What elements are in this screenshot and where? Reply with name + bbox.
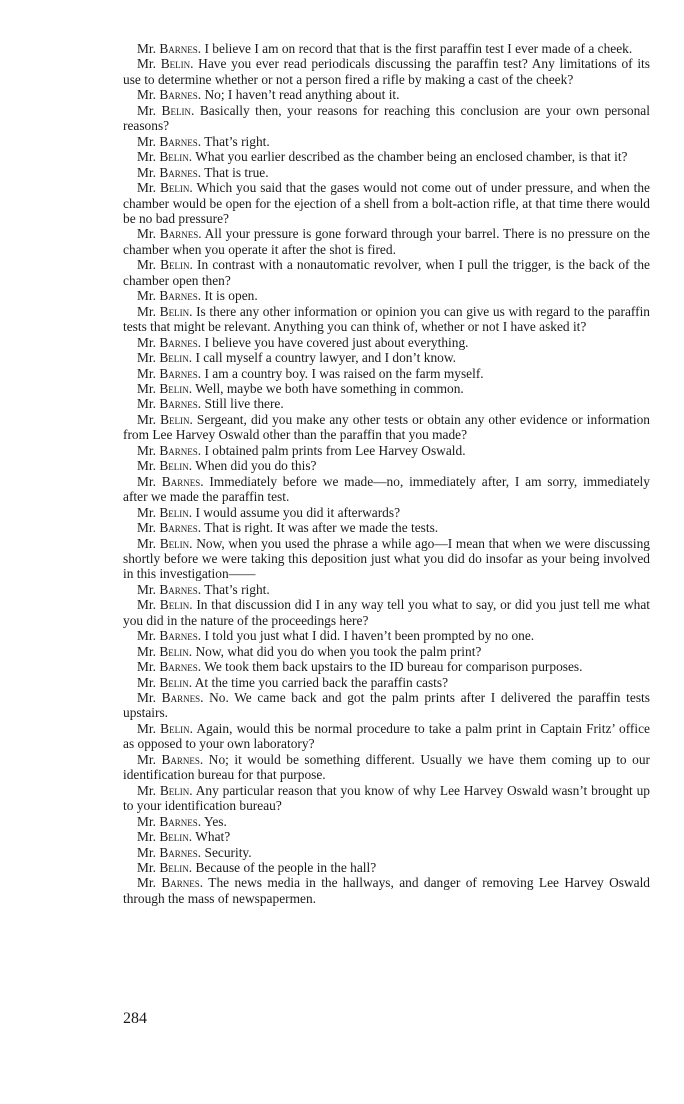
speaker-name: Barnes. — [159, 396, 202, 412]
speaker-name: Belin. — [159, 643, 193, 659]
testimony-text: Security. — [204, 844, 252, 860]
testimony-paragraph — [123, 56, 650, 87]
testimony-paragraph — [123, 597, 650, 628]
testimony-text: I told you just what I did. I haven’t been prompted by no one. — [204, 628, 535, 644]
speaker-name: Belin. — [160, 56, 194, 72]
speaker-name: Belin. — [159, 180, 193, 196]
testimony-paragraph — [123, 628, 650, 643]
testimony-text: Well, maybe we both have something in common. — [195, 380, 464, 396]
speaker-title: Mr. — [137, 133, 156, 149]
testimony-text: I would assume you did it afterwards? — [195, 504, 401, 520]
speaker-title: Mr. — [137, 380, 156, 396]
speaker-name: Barnes. — [161, 875, 204, 891]
speaker-title: Mr. — [137, 628, 156, 644]
speaker-title: Mr. — [137, 875, 156, 891]
testimony-paragraph — [123, 381, 650, 396]
speaker-name: Barnes. — [161, 473, 204, 489]
testimony-text: No; I haven’t read anything about it. — [204, 87, 400, 103]
speaker-name: Barnes. — [159, 844, 202, 860]
testimony-text: I believe I am on record that that is the first paraffin test I ever made of a cheek. — [204, 41, 633, 56]
speaker-title: Mr. — [137, 659, 156, 675]
testimony-text: Basically then, your reasons for reaching this conclusion are your own personal reasons? — [123, 102, 650, 134]
speaker-name: Belin. — [159, 860, 193, 876]
speaker-name: Belin. — [159, 782, 193, 798]
speaker-name: Belin. — [159, 350, 193, 366]
speaker-title: Mr. — [137, 535, 156, 551]
speaker-name: Belin. — [159, 535, 193, 551]
speaker-name: Barnes. — [159, 288, 202, 304]
testimony-text: What? — [195, 829, 231, 845]
speaker-title: Mr. — [137, 56, 156, 72]
speaker-name: Barnes. — [159, 164, 202, 180]
speaker-title: Mr. — [137, 396, 156, 412]
speaker-name: Barnes. — [159, 520, 202, 536]
testimony-text: All your pressure is gone forward through your barrel. There is no pressure on the chamber when you operate it after the shot is fired. — [123, 226, 650, 257]
testimony-paragraph — [123, 829, 650, 844]
speaker-title: Mr. — [137, 751, 156, 767]
speaker-title: Mr. — [137, 674, 156, 690]
speaker-title: Mr. — [137, 458, 156, 474]
testimony-text: Now, what did you do when you took the palm print? — [195, 643, 482, 659]
speaker-title: Mr. — [137, 520, 156, 536]
testimony-paragraph — [123, 721, 650, 752]
testimony-paragraph — [123, 103, 650, 134]
speaker-title: Mr. — [137, 365, 156, 381]
testimony-paragraph — [123, 412, 650, 443]
speaker-title: Mr. — [137, 581, 156, 597]
testimony-paragraph — [123, 582, 650, 597]
speaker-title: Mr. — [137, 41, 156, 56]
testimony-text: Sergeant, did you make any other tests or obtain any other evidence or information from Lee Harvey Oswald other than the paraffin that you made? — [123, 411, 650, 443]
speaker-name: Belin. — [159, 674, 193, 690]
testimony-text: Yes. — [204, 813, 227, 829]
speaker-name: Barnes. — [159, 334, 202, 350]
speaker-title: Mr. — [137, 226, 156, 242]
testimony-paragraph — [123, 783, 650, 814]
testimony-paragraph — [123, 675, 650, 690]
speaker-name: Barnes. — [159, 813, 202, 829]
testimony-paragraph — [123, 304, 650, 335]
speaker-name: Barnes. — [159, 133, 202, 149]
testimony-text: Because of the people in the hall? — [195, 860, 377, 876]
testimony-text: At the time you carried back the paraffin casts? — [194, 674, 449, 690]
speaker-name: Barnes. — [161, 751, 204, 767]
testimony-paragraph — [123, 860, 650, 875]
testimony-paragraph — [123, 149, 650, 164]
speaker-title: Mr. — [137, 473, 156, 489]
testimony-paragraph — [123, 134, 650, 149]
testimony-paragraph — [123, 536, 650, 582]
testimony-paragraph — [123, 474, 650, 505]
speaker-title: Mr. — [137, 782, 156, 798]
testimony-text: I believe you have covered just about everything. — [204, 334, 469, 350]
testimony-text: That’s right. — [204, 133, 270, 149]
testimony-text: I am a country boy. I was raised on the farm myself. — [204, 365, 484, 381]
testimony-text: Which you said that the gases would not come out of under pressure, and when the chamber would be open for the ejection of a shell from a bolt-action rifle, at that time there would be no bad pressure? — [123, 180, 650, 226]
testimony-paragraph — [123, 226, 650, 257]
testimony-paragraph — [123, 752, 650, 783]
testimony-text: No; it would be something different. Usually we have them coming up to our identification bureau for that purpose. — [123, 751, 650, 783]
speaker-title: Mr. — [137, 164, 156, 180]
testimony-paragraph — [123, 350, 650, 365]
speaker-title: Mr. — [137, 442, 156, 458]
speaker-name: Barnes. — [159, 581, 202, 597]
testimony-paragraph — [123, 180, 650, 226]
testimony-paragraph — [123, 41, 650, 56]
testimony-paragraph — [123, 87, 650, 102]
testimony-text: When did you do this? — [195, 458, 317, 474]
speaker-title: Mr. — [137, 643, 156, 659]
testimony-text: Is there any other information or opinion you can give us with regard to the paraffin tests that might be relevant. Anything you can think of, whether or not I have asked it? — [123, 303, 650, 335]
testimony-text: That’s right. — [204, 581, 270, 597]
testimony-paragraph — [123, 875, 650, 906]
speaker-name: Barnes. — [159, 659, 202, 675]
speaker-name: Belin. — [159, 829, 193, 845]
speaker-title: Mr. — [137, 504, 156, 520]
speaker-title: Mr. — [137, 303, 156, 319]
testimony-paragraph — [123, 165, 650, 180]
testimony-paragraph — [123, 520, 650, 535]
testimony-text: In that discussion did I in any way tell you what to say, or did you just tell me what you did in the nature of the proceedings here? — [123, 597, 650, 628]
speaker-name: Barnes. — [159, 628, 202, 644]
testimony-text: The news media in the hallways, and danger of removing Lee Harvey Oswald through the mass of newspapermen. — [123, 875, 651, 906]
testimony-paragraph — [123, 505, 650, 520]
speaker-name: Barnes. — [159, 226, 202, 242]
speaker-name: Barnes. — [161, 690, 204, 706]
testimony-text: Still live there. — [204, 396, 284, 412]
testimony-paragraph — [123, 366, 650, 381]
speaker-name: Belin. — [160, 257, 193, 273]
testimony-paragraph — [123, 443, 650, 458]
speaker-name: Barnes. — [159, 442, 202, 458]
speaker-name: Barnes. — [159, 365, 202, 381]
speaker-name: Belin. — [159, 504, 193, 520]
speaker-title: Mr. — [137, 813, 156, 829]
testimony-text: What you earlier described as the chamber being an enclosed chamber, is that it? — [195, 149, 628, 165]
testimony-text: We took them back upstairs to the ID bureau for comparison purposes. — [204, 659, 583, 675]
testimony-paragraph — [123, 257, 650, 288]
testimony-paragraph — [123, 288, 650, 303]
speaker-title: Mr. — [137, 334, 156, 350]
testimony-paragraph — [123, 335, 650, 350]
testimony-text: Again, would this be normal procedure to take a palm print in Captain Fritz’ office as opposed to your own laboratory? — [123, 720, 650, 752]
testimony-text: That is true. — [204, 164, 269, 180]
speaker-title: Mr. — [137, 829, 156, 845]
testimony-paragraph — [123, 458, 650, 473]
speaker-name: Belin. — [159, 597, 193, 613]
speaker-title: Mr. — [137, 102, 156, 118]
speaker-title: Mr. — [137, 860, 156, 876]
speaker-name: Belin. — [159, 458, 193, 474]
speaker-title: Mr. — [137, 87, 156, 103]
speaker-title: Mr. — [137, 180, 156, 196]
testimony-text: I call myself a country lawyer, and I don’t know. — [195, 350, 456, 366]
speaker-title: Mr. — [137, 720, 156, 736]
testimony-text: It is open. — [204, 288, 258, 304]
speaker-title: Mr. — [137, 288, 156, 304]
speaker-name: Belin. — [159, 303, 193, 319]
testimony-paragraph — [123, 644, 650, 659]
testimony-text: Have you ever read periodicals discussing the paraffin test? Any limitations of its use to determine whether or not a person fired a rifle by making a cast of the cheek? — [123, 56, 650, 87]
testimony-text: No. We came back and got the palm prints after I delivered the paraffin tests upstairs. — [123, 690, 650, 721]
page-number: 284 — [123, 1010, 147, 1027]
testimony-paragraph — [123, 814, 650, 829]
speaker-title: Mr. — [137, 844, 156, 860]
speaker-name: Belin. — [160, 411, 193, 427]
speaker-name: Barnes. — [159, 41, 202, 56]
testimony-text: In contrast with a nonautomatic revolver, when I pull the trigger, is the back of the chamber open then? — [123, 257, 650, 288]
testimony-paragraph — [123, 659, 650, 674]
testimony-text: That is right. It was after we made the tests. — [204, 520, 439, 536]
speaker-name: Belin. — [160, 720, 193, 736]
speaker-title: Mr. — [137, 350, 156, 366]
speaker-name: Belin. — [161, 102, 195, 118]
testimony-text: I obtained palm prints from Lee Harvey Oswald. — [204, 442, 466, 458]
speaker-name: Belin. — [159, 149, 193, 165]
speaker-title: Mr. — [137, 690, 156, 706]
testimony-text: Any particular reason that you know of why Lee Harvey Oswald wasn’t brought up to your identification bureau? — [123, 782, 650, 814]
testimony-text: Now, when you used the phrase a while ago—I mean that when we were discussing shortly before we were taking this deposition just what you did do insofar as your being involved in this investigation—— — [123, 535, 650, 582]
speaker-name: Belin. — [159, 380, 193, 396]
speaker-title: Mr. — [137, 149, 156, 165]
speaker-title: Mr. — [137, 411, 156, 427]
testimony-paragraph — [123, 396, 650, 411]
testimony-paragraph — [123, 690, 650, 721]
speaker-title: Mr. — [137, 597, 156, 613]
testimony-paragraph — [123, 845, 650, 860]
testimony-text: Immediately before we made—no, immediately after, I am sorry, immediately after we made the paraffin test. — [123, 473, 650, 505]
transcript-body — [123, 41, 650, 906]
speaker-name: Barnes. — [159, 87, 202, 103]
speaker-title: Mr. — [137, 257, 156, 273]
